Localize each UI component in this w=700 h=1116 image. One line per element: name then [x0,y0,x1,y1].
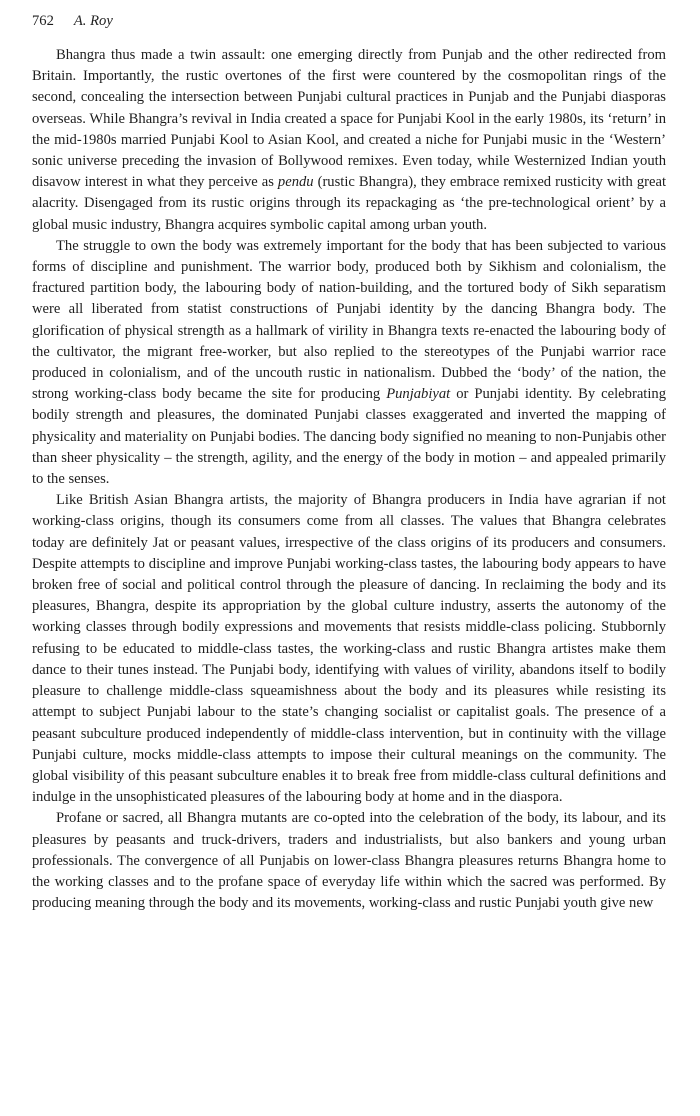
paragraph-2 [32,236,666,490]
article-body [32,45,666,914]
paragraph-text: The struggle to own the body was extremely important for the body that has been subjected to various forms of discipline and punishment. The warrior body, produced both by Sikhism and colonialism, the fractured partition body, the labouring body of nation-building, and the tortured body of Sikh separatism were all liberated from statist constructions of Punjabi identity by the dancing Bhangra body. The glorification of physical strength as a hallmark of virility in Bhangra texts re-enacted the labouring body of the cultivator, the migrant free-worker, but also replied to the stereotypes of the Punjabi warrior race produced in colonialism, and of the uncouth rustic in nationalism. Dubbed the ‘body’ of the nation, the strong working-class body became the site for producing [32,237,666,403]
paragraph-text: Profane or sacred, all Bhangra mutants are co-opted into the celebration of the body, its labour, and its pleasures by peasants and truck-drivers, traders and industrialists, but also bankers and young urban professionals. The convergence of all Punjabis on lower-class Bhangra pleasures returns Bhangra home to the working classes and to the profane space of everyday life within which the sacred was performed. By producing meaning through the body and its movements, working-class and rustic Punjabi youth give new [32,810,666,912]
paragraph-4 [32,808,666,914]
running-head [32,10,113,32]
paragraph-text: Like British Asian Bhangra artists, the majority of Bhangra producers in India have agrarian if not working-class origins, though its consumers come from all classes. The values that Bhangra celebrates today are definitely Jat or peasant values, irrespective of the class origins of its producers and consumers. Despite attempts to discipline and improve Punjabi working-class tastes, the labouring body appears to have broken free of social and political control through the pleasure of dancing. In reclaiming the body and its pleasures, Bhangra, despite its appropriation by the global culture industry, asserts the autonomy of the working classes through bodily expressions and movements that resists middle-class policing. Stubbornly refusing to be educated to middle-class tastes, the working-class and rustic Bhangra artistes make them dance to their tunes instead. The Punjabi body, identifying with values of virility, abandons itself to bodily pleasure to challenge middle-class squeamishness about the body and its pleasures while resisting its attempt to subject Punjabi labour to the state’s changing socialist or capitalist goals. The presence of a peasant subculture produced independently of middle-class intervention, but in continuity with the village Punjabi culture, mocks middle-class attempts to impose their cultural meanings on the community. The global visibility of this peasant subculture enables it to break free from middle-class cultural definitions and indulge in the unsophisticated pleasures of the labouring body at home and in the diaspora. [32,492,666,806]
paragraph-3 [32,490,666,808]
paragraph-1 [32,45,666,236]
paragraph-text: Bhangra thus made a twin assault: one emerging directly from Punjab and the other redirected from Britain. Importantly, the rustic overtones of the first were countered by the cosmopolitan rings of the second, concealing the intersection between Punjabi cultural practices in Punjab and the Punjabi diasporas overseas. While Bhangra’s revival in India created a space for Punjabi Kool in the early 1980s, its ‘return’ in the mid-1980s married Punjabi Kool to Asian Kool, and created a niche for Punjabi music in the ‘Western’ sonic universe preceding the invasion of Bollywood remixes. Even today, while Westernized Indian youth disavow interest in what they perceive as [32,47,666,191]
italic-term-punjabiyat: Punjabiyat [386,386,451,403]
italic-term-pendu: pendu [277,174,314,191]
paragraph-text: or Punjabi identity. By celebrating bodily strength and pleasures, the dominated Punjabi classes exaggerated and inverted the mapping of physicality and materiality on Punjabi bodies. The dancing body signified no meaning to non-Punjabis other than sheer physicality – the strength, agility, and the energy of the body in motion – and appealed primarily to the senses. [32,386,666,488]
paragraph-text: (rustic Bhangra), they embrace remixed rusticity with great alacrity. Disengaged from its rustic origins through its repackaging as ‘the pre-technological orient’ by a global music industry, Bhangra acquires symbolic capital among urban youth. [32,174,667,233]
page-number: 762 [32,13,54,29]
running-head-author: A. Roy [73,13,113,29]
